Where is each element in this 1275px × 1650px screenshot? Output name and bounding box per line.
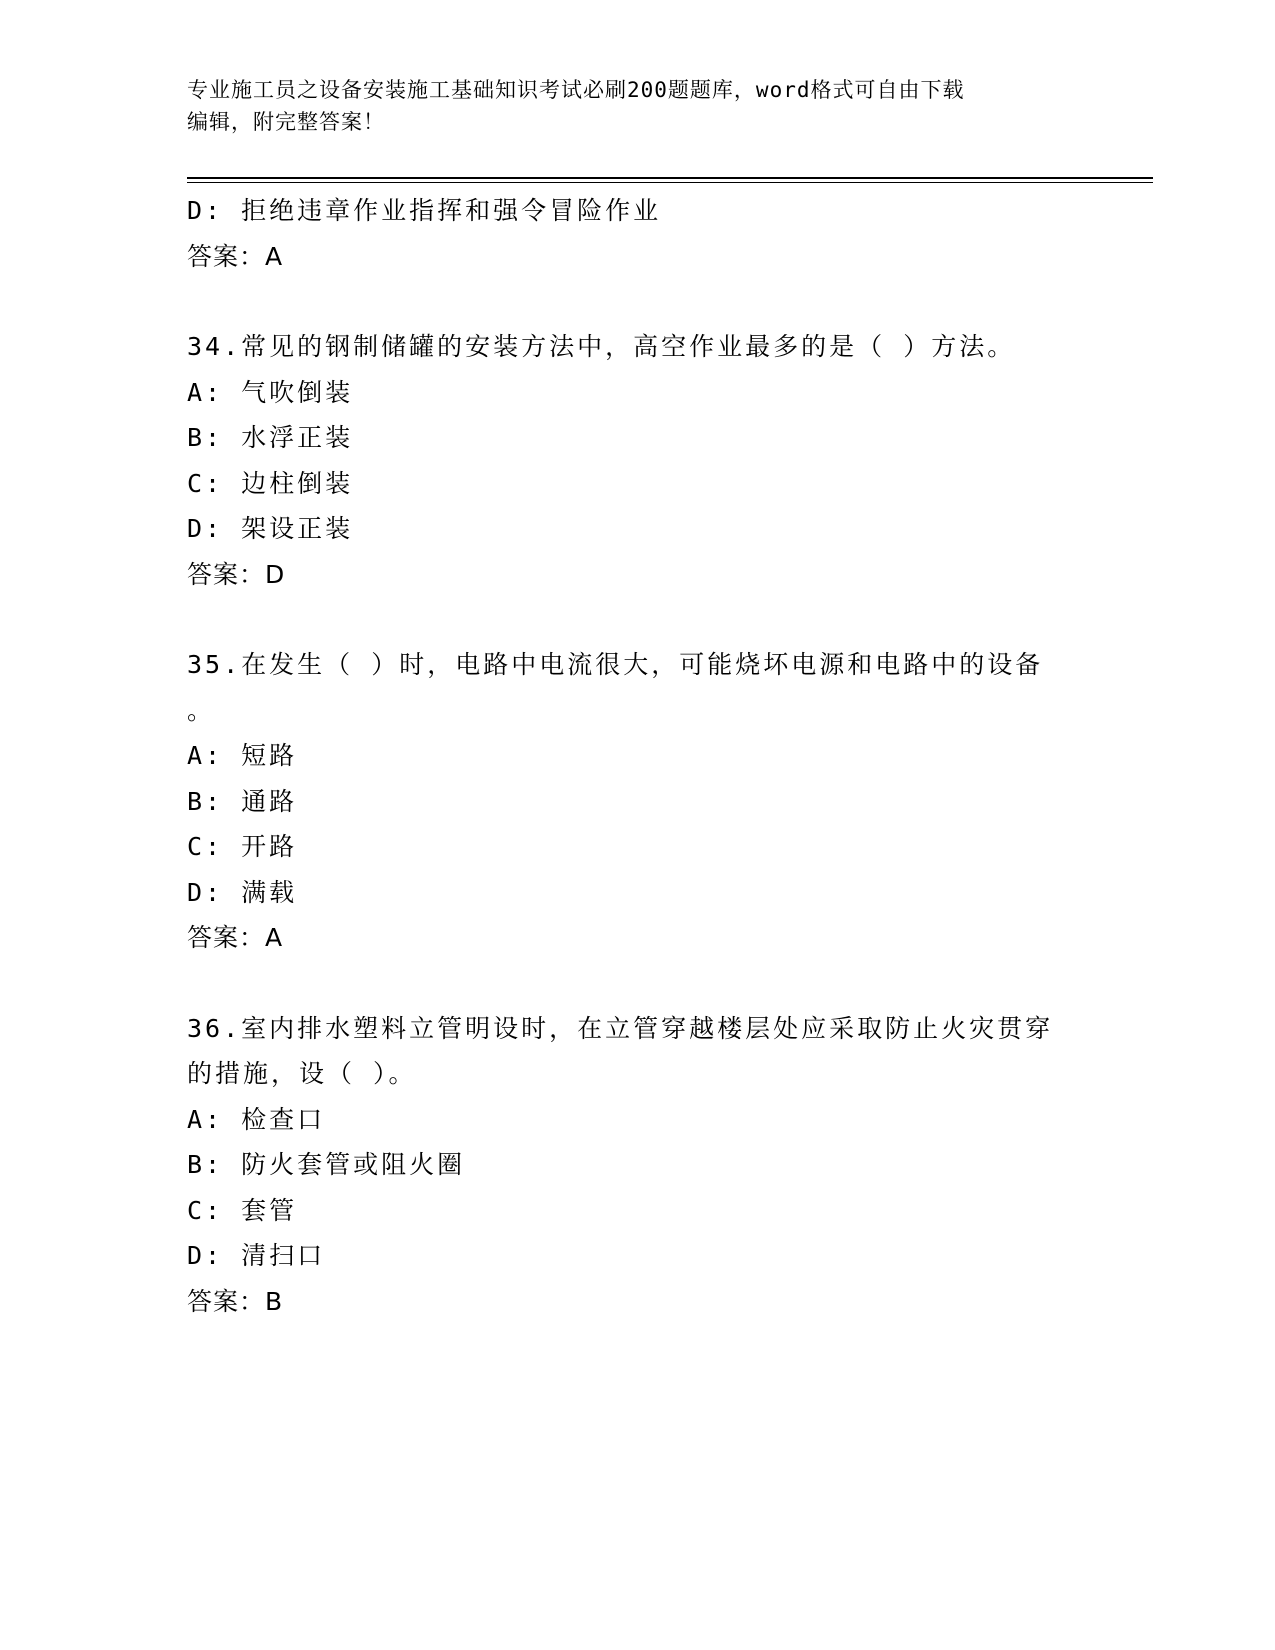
- option-c: C: 套管: [187, 1195, 298, 1225]
- option-b: B: 防火套管或阻火圈: [187, 1150, 466, 1179]
- question-35: [187, 642, 1087, 961]
- option-a: A: 检查口: [187, 1104, 326, 1134]
- option-d: D: 满载: [187, 877, 298, 907]
- question-stem: 35.在发生（ ）时，电路中电流很大，可能烧坏电源和电路中的设备: [187, 650, 1044, 679]
- option-d: D: 清扫口: [187, 1241, 326, 1270]
- question-content: [187, 188, 1087, 1324]
- document-header: [187, 74, 1067, 138]
- question-stem-tail: 。: [187, 695, 216, 725]
- option-d: D: 架设正装: [187, 514, 354, 543]
- header-title-line2: 编辑，附完整答案！: [187, 110, 385, 134]
- option-c: C: 边柱倒装: [187, 468, 354, 498]
- answer-line: 答案：A: [187, 241, 284, 271]
- header-divider: [187, 177, 1153, 179]
- option-a: A: 气吹倒装: [187, 377, 354, 407]
- option-b: B: 通路: [187, 786, 298, 816]
- question-stem: 34.常见的钢制储罐的安装方法中，高空作业最多的是（ ）方法。: [187, 332, 1016, 361]
- question-36: [187, 1006, 1087, 1325]
- answer-line: 答案：D: [187, 559, 286, 589]
- answer-line: 答案：A: [187, 923, 284, 952]
- question-34: [187, 324, 1087, 597]
- option-b: B: 水浮正装: [187, 423, 354, 452]
- question-33-continuation: [187, 188, 1087, 279]
- header-title-line1: 专业施工员之设备安装施工基础知识考试必刷200题题库，word格式可自由下载: [187, 78, 965, 102]
- answer-line: 答案：B: [187, 1286, 284, 1316]
- option-c: C: 开路: [187, 832, 298, 861]
- header-divider-thin: [187, 182, 1153, 183]
- option-a: A: 短路: [187, 741, 298, 770]
- question-stem-tail: 的措施，设（ ）。: [187, 1059, 417, 1088]
- question-stem: 36.室内排水塑料立管明设时，在立管穿越楼层处应采取防止火灾贯穿: [187, 1013, 1054, 1043]
- option-d: D: 拒绝违章作业指挥和强令冒险作业: [187, 196, 662, 225]
